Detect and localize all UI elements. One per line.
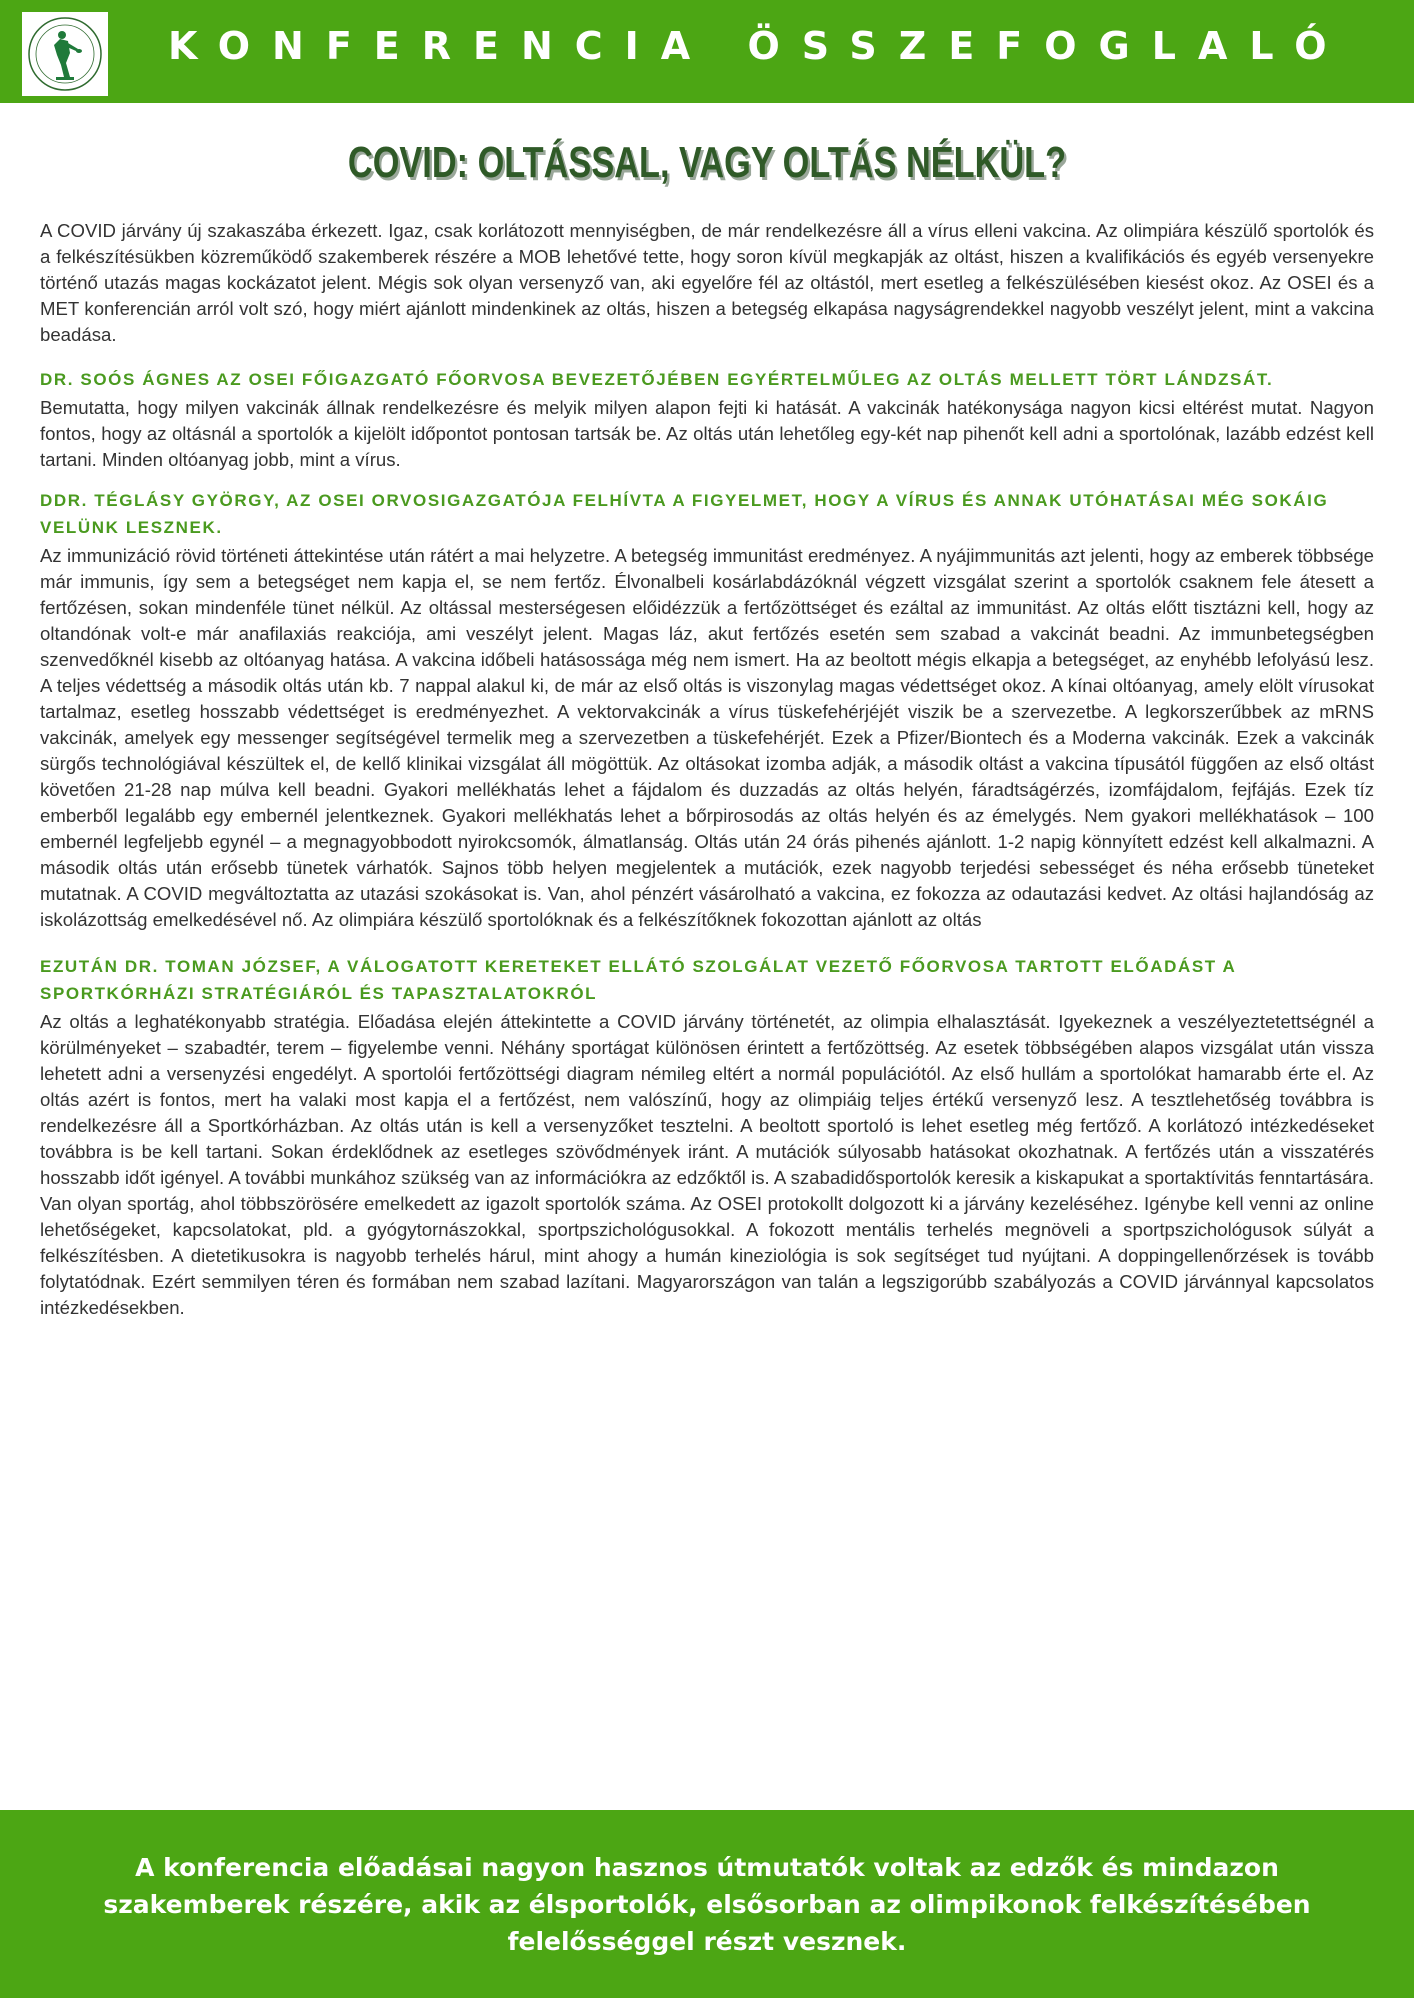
association-logo (22, 12, 108, 96)
intro-paragraph: A COVID járvány új szakaszába érkezett. Igaz, csak korlátozott mennyiségben, de már rendelkezésre áll a vírus elleni vakcina. Az olimpiára készülő sportolók és a felkészítésükben közreműködő szakemberek részére a MOB lehetővé tette, hogy soron kívül megkapják az oltást, hiszen a kvalifikációs és egyéb versenyekre történő utazás magas kockázatot jelent. Mégis sok olyan versenyző van, aki egyelőre fél az oltástól, mert esetleg a felkészülésében kiesést okoz. Az OSEI és a MET konferencián arról volt szó, hogy miért ajánlott mindenkinek az oltás, hiszen a betegség elkapása nagyságrendekkel nagyobb veszélyt jelent, mint a vakcina beadása. (40, 220, 1374, 345)
header-title: KONFERENCIA ÖSSZEFOGLALÓ (168, 24, 1349, 68)
article-body (40, 218, 1374, 1321)
header-bar (0, 0, 1414, 103)
section-body-soos: Bemutatta, hogy milyen vakcinák állnak rendelkezésre és melyik milyen alapon fejti ki hatását. A vakcinák hatékonysága nagyon kicsi eltérést mutat. Nagyon fontos, hogy az oltásnál a sportolók a kijelölt időpontot pontosan tartsák be. Az oltás után lehetőleg egy-két nap pihenőt kell adni a sportolónak, lazább edzést kell tartani. Minden oltóanyag jobb, mint a vírus. (40, 397, 1374, 470)
discus-thrower-logo-icon (26, 15, 104, 93)
section-heading-soos: DR. SOÓS ÁGNES AZ OSEI FŐIGAZGATÓ FŐORVOSA BEVEZETŐJÉBEN EGYÉRTELMŰLEG AZ OLTÁS MELLETT TÖRT LÁNDZSÁT. (40, 370, 1274, 389)
section-body-teglasy: Az immunizáció rövid történeti áttekintése után rátért a mai helyzetre. A betegség immunitást eredményez. A nyájimmunitás azt jelenti, hogy az emberek többsége már immunis, így sem a betegséget nem kapja el, se nem fertőz. Élvonalbeli kosárlabdázóknál végzett vizsgálat szerint a sportolók csaknem fele átesett a fertőzésen, sokan mindenféle tünet nélkül. Az oltással mesterségesen előidézzük a fertőzöttséget és ezáltal az immunitást. Az oltás előtt tisztázni kell, hogy az oltandónak volt-e már anafilaxiás reakciója, ami veszélyt jelent. Magas láz, akut fertőzés esetén sem szabad a vakcinát beadni. Az immunbetegségben szenvedőknél kisebb az oltóanyag hatása. A vakcina időbeli hatásossága még nem ismert. Ha az beoltott mégis elkapja a betegséget, az enyhébb lefolyású lesz. A teljes védettség a második oltás után kb. 7 nappal alakul ki, de már az első oltás is viszonylag magas védettséget okoz. A kínai oltóanyag, amely elölt vírusokat tartalmaz, esetleg hosszabb védettséget is eredményezhet. A vektorvakcinák a vírus tüskefehérjéjét viszik be a szervezetbe. A legkorszerűbbek az mRNS vakcinák, amelyek egy messenger segítségével termelik meg a szervezetben a tüskefehérjét. Ezek a Pfizer/Biontech és a Moderna vakcinák. Ezek a vakcinák sürgős technológiával készültek el, de kellő klinikai vizsgálat áll mögöttük. Az oltásokat izomba adják, a második oltást a vakcina típusától függően az első oltást követően 21-28 nap múlva kell beadni. Gyakori mellékhatás lehet a fájdalom és duzzadás az oltás helyén, fáradtságérzés, izomfájdalom, fejfájás. Ezek tíz emberből legalább egy embernél jelentkeznek. Gyakori mellékhatás lehet a bőrpirosodás az oltás helyén és az émelygés. Nem gyakori mellékhatások – 100 embernél legfeljebb egynél – a megnagyobbodott nyirokcsomók, álmatlanság. Oltás után 24 órás pihenés ajánlott. 1-2 napig könnyített edzést kell alkalmazni. A második oltás után erősebb tünetek várhatók. Sajnos több helyen megjelentek a mutációk, ezek nagyobb terjedési sebességet és néha erősebb tüneteket mutatnak. A COVID megváltoztatta az utazási szokásokat is. Van, ahol pénzért vásárolható a vakcina, ez fokozza az odautazási kedvet. Az oltási hajlandóság az iskolázottság emelkedésével nő. Az olimpiára készülő sportolóknak és a felkészítőknek fokozottan ajánlott az oltás (40, 545, 1374, 930)
page-title: COVID: OLTÁSSAL, VAGY OLTÁS NÉLKÜL? (347, 138, 1067, 187)
footer-banner (0, 1810, 1414, 1998)
section-heading-teglasy: DDR. TÉGLÁSY GYÖRGY, AZ OSEI ORVOSIGAZGATÓJA FELHÍVTA A FIGYELMET, HOGY A VÍRUS ÉS ANNAK UTÓHATÁSAI MÉG SOKÁIG VELÜNK LESZNEK. (40, 491, 1329, 537)
section-heading-toman: EZUTÁN DR. TOMAN JÓZSEF, A VÁLOGATOTT KERETEKET ELLÁTÓ SZOLGÁLAT VEZETŐ FŐORVOSA TARTOTT ELŐADÁST A SPORTKÓRHÁZI STRATÉGIÁRÓL ÉS TAPASZTALATOKRÓL (40, 957, 1236, 1003)
footer-text: A konferencia előadásai nagyon hasznos útmutatók voltak az edzők és mindazon szakemberek részére, akik az élsportolók, elsősorban az olimpikonok felkészítésében felelősséggel részt vesznek. (103, 1852, 1311, 1956)
section-body-toman: Az oltás a leghatékonyabb stratégia. Előadása elején áttekintette a COVID járvány történetét, az olimpia elhalasztását. Igyekeznek a veszélyeztetettségnél a körülményeket – szabadtér, terem – figyelembe venni. Néhány sportágat különösen érintett a fertőzöttség. Az esetek többségében alapos vizsgálat után vissza lehetett adni a versenyzési engedélyt. A sportolói fertőzöttségi diagram némileg eltért a normál populációtól. Az első hullám a sportolókat hamarabb érte el. Az oltás azért is fontos, mert ha valaki most kapja el a fertőzést, nem valószínű, hogy az olimpiáig teljes értékű versenyző lesz. A tesztlehetőség továbbra is rendelkezésre áll a Sportkórházban. Az oltás után is kell a versenyzőket tesztelni. A beoltott sportoló is lehet esetleg még fertőző. A korlátozó intézkedéseket továbbra is be kell tartani. Sokan érdeklődnek az esetleges szövődmények iránt. A mutációk súlyosabb hatásokat okozhatnak. A fertőzés után a visszatérés hosszabb időt igényel. A további munkához szükség van az információkra az edzőktől is. A szabadidősportolók keresik a kiskapukat a sportaktívitás fenntartására. Van olyan sportág, ahol többszörösére emelkedett az igazolt sportolók száma. Az OSEI protokollt dolgozott ki a járvány kezeléséhez. Igénybe kell venni az online lehetőségeket, kapcsolatokat, pld. a gyógytornászokkal, sportpszichológusokkal. A fokozott mentális terhelés megnöveli a sportpszichológusok súlyát a felkészítésben. A dietetikusokra is nagyobb terhelés hárul, mint ahogy a humán kineziológia is sok segítséget tud nyújtani. A doppingellenőrzések is tovább folytatódnak. Ezért semmilyen téren és formában nem szabad lazítani. Magyarországon van talán a legszigorúbb szabályozás a COVID járvánnyal kapcsolatos intézkedésekben. (40, 1011, 1374, 1318)
